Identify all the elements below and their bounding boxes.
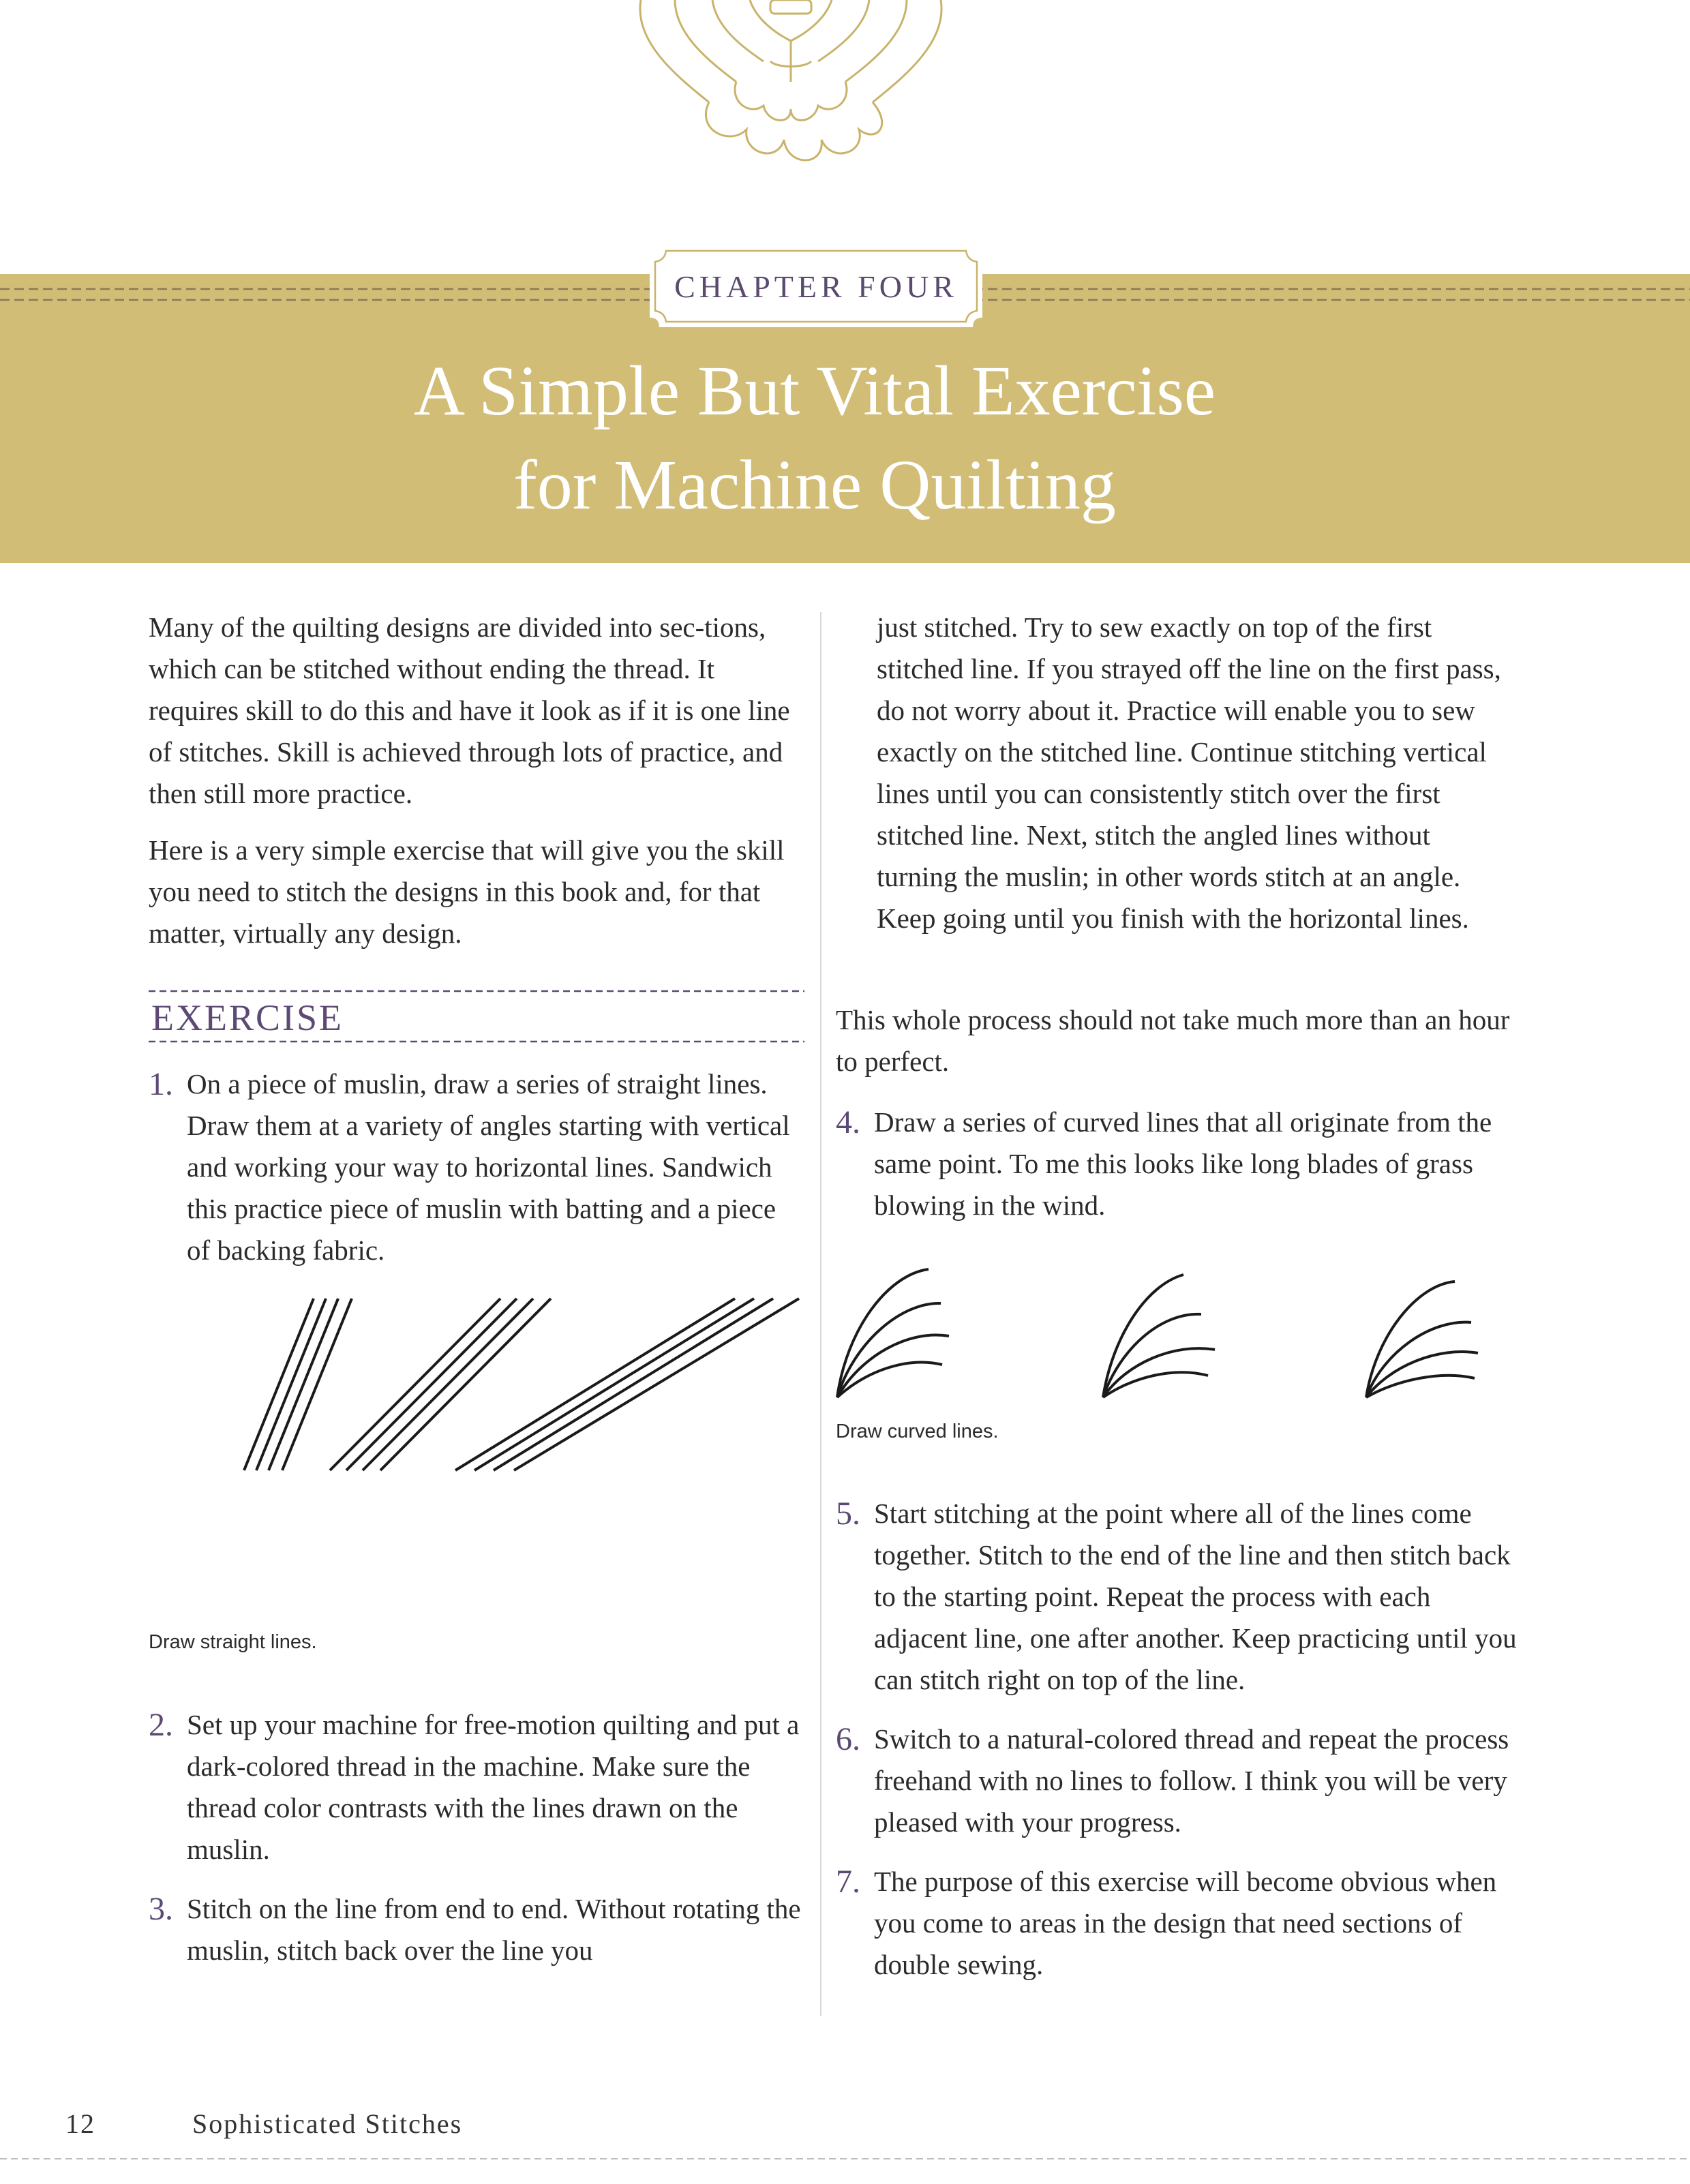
step-7-number: 7. (836, 1864, 860, 1900)
exercise-heading-block (149, 987, 804, 1046)
straight-lines-figure (239, 1299, 804, 1472)
figure-2-caption: Draw curved lines. (836, 1421, 999, 1442)
step-6-text: Switch to a natural-colored thread and repeat the process freehand with no lines to follow. I think you will be very pleased with your progress. (874, 1723, 1509, 1838)
figure-1-caption: Draw straight lines. (149, 1631, 317, 1653)
title-line-1: A Simple But Vital Exercise (413, 352, 1216, 430)
step-4 (836, 1102, 1511, 1241)
step-3-text: Stitch on the line from end to end. Without rotating the muslin, stitch back over the line you (187, 1893, 801, 1966)
step-3-number: 3. (149, 1891, 173, 1927)
book-title: Sophisticated Stitches (192, 2108, 463, 2139)
step-4-number: 4. (836, 1104, 860, 1140)
footer-divider (0, 2157, 1690, 2161)
exercise-heading: EXERCISE (151, 997, 344, 1038)
step-6-number: 6. (836, 1721, 860, 1757)
step-1-number: 1. (149, 1066, 173, 1102)
chapter-label: CHAPTER FOUR (674, 269, 958, 304)
step-2-number: 2. (149, 1707, 173, 1743)
step-4-text: Draw a series of curved lines that all originate from the same point. To me this looks like long blades of grass blowing in the wind. (874, 1106, 1492, 1221)
intro-paragraph-2: Here is a very simple exercise that will give you the skill you need to stitch the designs in this book and, for that matter, virtually any design. (149, 834, 785, 949)
left-column-steps (149, 1704, 803, 1986)
step-1 (149, 1063, 803, 1286)
feather-ornament-icon (573, 0, 1009, 177)
title-line-2: for Machine Quilting (513, 446, 1116, 524)
right-column-steps (836, 1493, 1518, 2001)
process-paragraph: This whole process should not take much more than an hour to perfect. (836, 1004, 1510, 1077)
step-5-number: 5. (836, 1496, 860, 1532)
step-3-continued: just stitched. Try to sew exactly on top of the first stitched line. If you strayed off the line on the first pass, do not worry about it. Practice will enable you to sew exactly on the stitched line. Continue stitching vertical lines until you can consistently stitch over the first stitched line. Next, stitch the angled lines without turning the muslin; in other words stitch at an angle. Keep going until you finish with the horizontal lines. (877, 611, 1501, 934)
curved-lines-figure (833, 1254, 1501, 1404)
step-2-text: Set up your machine for free-motion quilting and put a dark-colored thread in the machine. Make sure the thread color contrasts with the lines drawn on the muslin. (187, 1709, 800, 1865)
page-title (0, 344, 1629, 532)
column-divider (820, 612, 821, 2016)
left-column-intro (149, 607, 803, 969)
intro-paragraph-1: Many of the quilting designs are divided into sec-tions, which can be stitched without ending the thread. It requires skill to do this and have it look as if it is one line of stitches. Skill is achieved through lots of practice, and then still more practice. (149, 611, 790, 809)
page-number: 12 (65, 2108, 95, 2139)
chapter-label-box (650, 245, 982, 327)
step-7-text: The purpose of this exercise will become obvious when you come to areas in the design that need sections of double sewing. (874, 1866, 1497, 1980)
step-5-text: Start stitching at the point where all of the lines come together. Stitch to the end of the line and then stitch back to the starting point. Repeat the process with each adjacent line, one after another. Keep practicing until you can stitch right on top of the line. (874, 1498, 1517, 1695)
step-1-text: On a piece of muslin, draw a series of straight lines. Draw them at a variety of angles starting with vertical and working your way to horizontal lines. Sandwich this practice piece of muslin with batting and a piece of backing fabric. (187, 1068, 790, 1266)
